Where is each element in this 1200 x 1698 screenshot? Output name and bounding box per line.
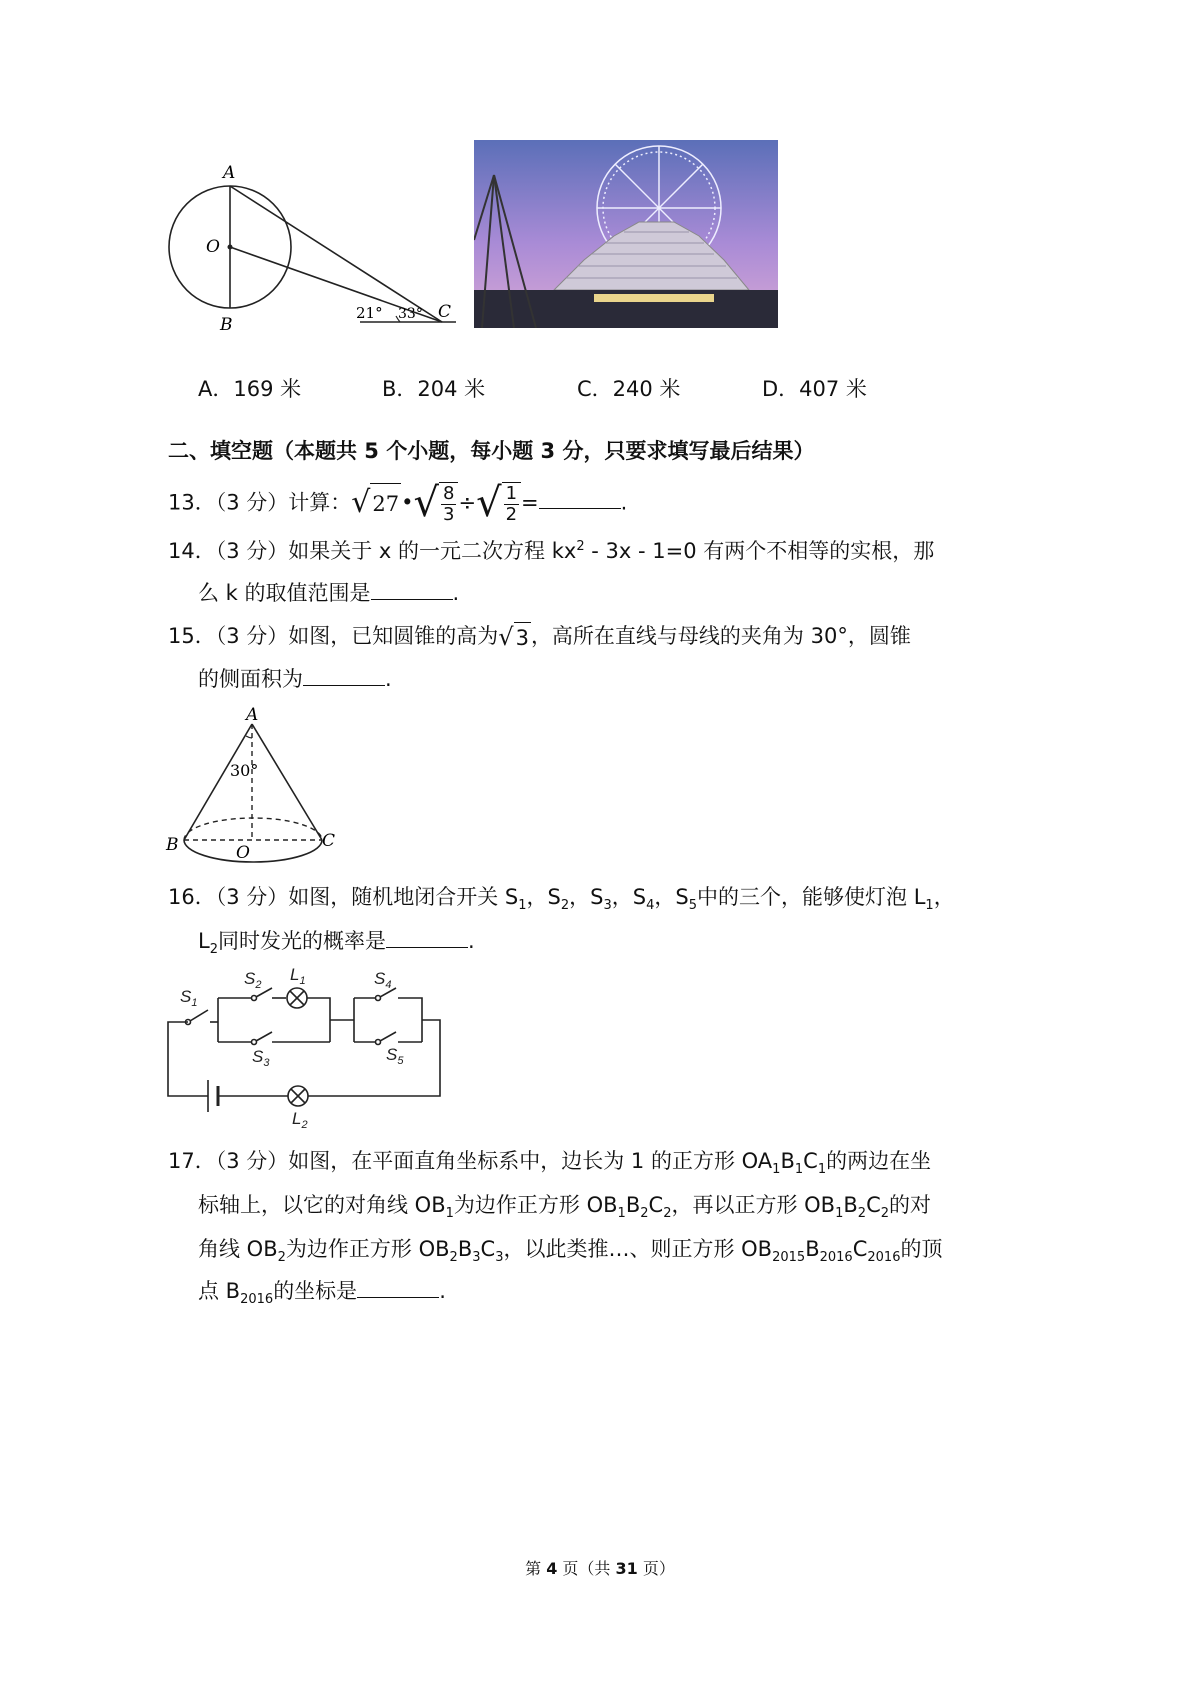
- q13-radical-frac2: √ $\frac{1}{2}$: [476, 482, 521, 525]
- s2-label: $S_2$: [244, 969, 262, 991]
- s4-label: $S_4$: [374, 969, 392, 991]
- s3-label: $S_3$: [252, 1047, 270, 1069]
- label-o: O: [206, 237, 220, 257]
- option-b: B．204 米: [382, 377, 486, 401]
- question-15-line2: 的侧面积为 .: [198, 667, 392, 691]
- q13-equals: =: [521, 490, 539, 515]
- option-d: D．407 米: [762, 377, 867, 401]
- section-heading: 二、填空题（本题共 5 个小题，每小题 3 分，只要求填写最后结果）: [168, 439, 815, 463]
- question-13: [168, 482, 627, 525]
- q13-radical-27: √ 27: [351, 483, 401, 524]
- angle-21: 21°: [356, 304, 383, 322]
- page-number: 4: [546, 1559, 558, 1578]
- total-pages: 31: [615, 1559, 638, 1578]
- q13-radical-frac1: √ $\frac{8}{3}$: [414, 482, 459, 525]
- label-a: A: [246, 705, 259, 725]
- option-c: C．240 米: [577, 377, 681, 401]
- line-ac: [230, 186, 442, 322]
- label-o: O: [236, 843, 250, 863]
- base-back: [184, 818, 322, 840]
- q17-answer-blank: [357, 1277, 439, 1298]
- question-15-line1: 15．（3 分）如图，已知圆锥的高为 √ 3 ，高所在直线与母线的夹角为 30°，圆锥: [168, 623, 911, 651]
- figure-16-circuit: [160, 962, 460, 1132]
- slant-ab: [184, 724, 252, 840]
- q15-radical-3: √ 3: [498, 623, 529, 651]
- ferris-wheel-photo: [474, 140, 778, 328]
- l2-label: $L_2$: [292, 1109, 308, 1131]
- wire-bottom-right: [308, 1020, 440, 1096]
- s1-lever: [190, 1010, 208, 1021]
- center-dot: [228, 245, 233, 250]
- label-b: B: [166, 835, 179, 855]
- page-footer: 第 4 页（共 31 页）: [525, 1559, 675, 1578]
- figure-15-cone: [160, 704, 350, 864]
- s5-label: $S_5$: [386, 1045, 404, 1067]
- label-c: C: [438, 302, 452, 322]
- q15-answer-blank: [303, 665, 385, 686]
- q16-answer-blank: [386, 927, 468, 948]
- option-a: A．169 米: [198, 377, 302, 401]
- question-17-line4: 点 $B_{2016}$的坐标是 .: [198, 1279, 446, 1308]
- angle-mark: [246, 736, 252, 738]
- figure-12-geometry: [160, 160, 480, 340]
- s3-lever: [256, 1032, 272, 1041]
- label-a: A: [223, 163, 236, 183]
- q13-divide: ÷: [458, 490, 477, 515]
- question-14-line1: 14．（3 分）如果关于 x 的一元二次方程 $kx^2 - 3x - 1=0$ 有两个不相等的实根，那: [168, 539, 935, 563]
- question-17-line2: 标轴上，以它的对角线 $OB_1$为边作正方形 $OB_1B_2C_2$，再以正方形 $OB_1B_2C_2$的对: [198, 1193, 932, 1222]
- question-14-line2: 么 k 的取值范围是 .: [198, 581, 460, 605]
- question-16-line2: $L_2$同时发光的概率是 .: [198, 929, 475, 958]
- base-front: [184, 840, 322, 862]
- lit-windows: [594, 294, 714, 302]
- s5-lever: [380, 1032, 396, 1041]
- q13-prefix: 13．（3 分）计算：: [168, 490, 352, 515]
- slant-ac: [252, 724, 322, 840]
- q14-answer-blank: [371, 579, 453, 600]
- q13-end: .: [620, 490, 628, 515]
- s1-label: $S_1$: [180, 987, 198, 1009]
- question-17-line3: 角线 $OB_2$为边作正方形 $OB_2B_3C_3$，以此类推…、则正方形 $OB_{2015}B_{2016}C_{2016}$的顶: [198, 1237, 943, 1266]
- q13-dot: •: [401, 490, 414, 515]
- question-16-line1: 16．（3 分）如图，随机地闭合开关 $S_1$，$S_2$，$S_3$，$S_4$，$S_5$中的三个，能够使灯泡 $L_1$，: [168, 885, 955, 914]
- angle-33: 33°: [398, 306, 423, 322]
- label-c: C: [322, 831, 336, 851]
- angle-30: 30°: [230, 761, 259, 780]
- question-17-line1: 17．（3 分）如图，在平面直角坐标系中，边长为 1 的正方形 $OA_1B_1C_1$的两边在坐: [168, 1149, 932, 1178]
- l1-label: $L_1$: [290, 965, 306, 987]
- wire-left: [168, 1022, 208, 1096]
- label-b: B: [220, 315, 233, 335]
- q13-answer-blank: [539, 488, 621, 509]
